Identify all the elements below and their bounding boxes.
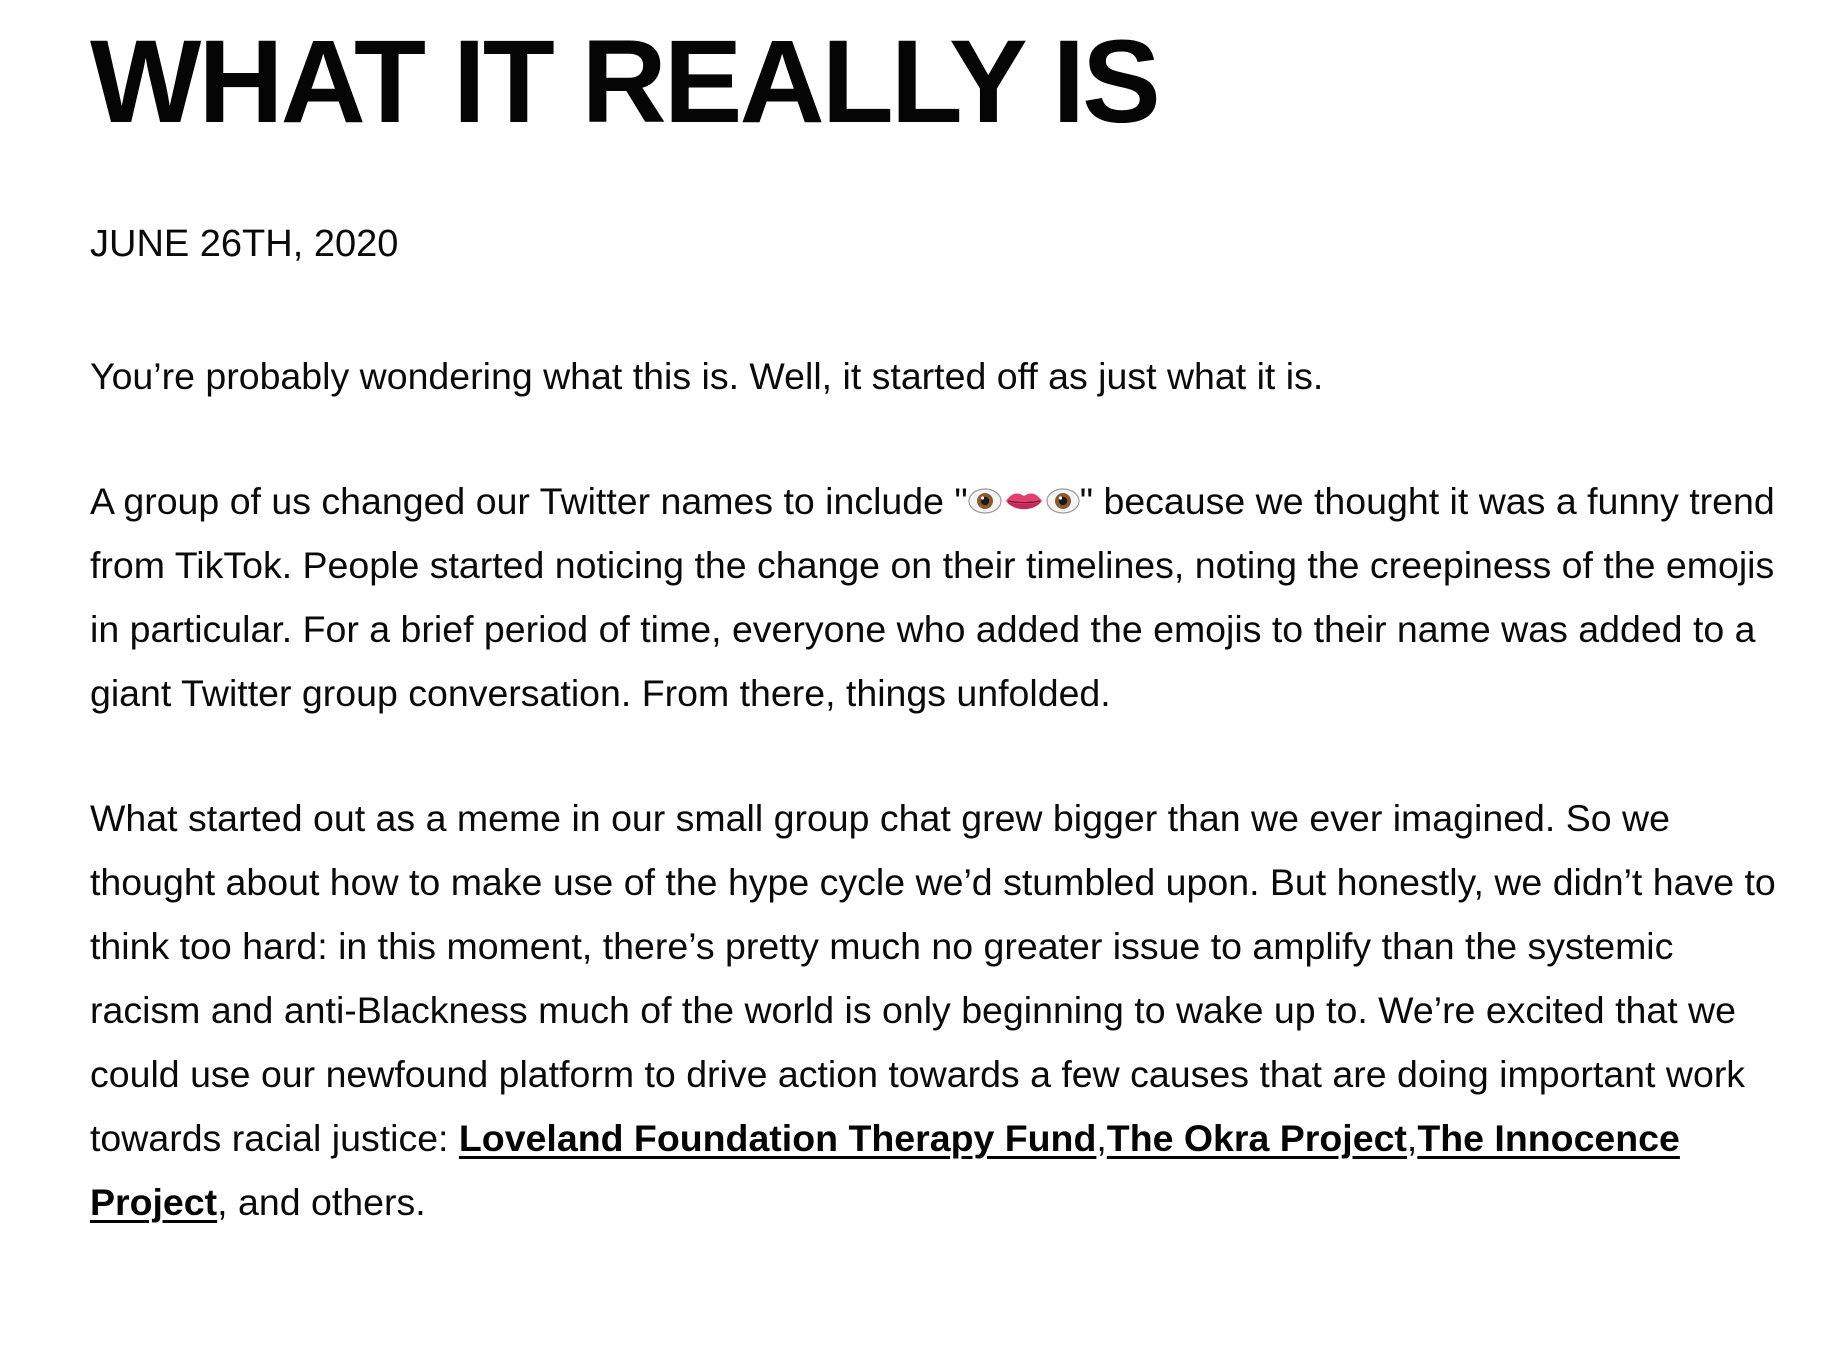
paragraph-twitter-trend-lead: A group of us changed our Twitter names to include " xyxy=(90,480,968,522)
link-separator: , xyxy=(1096,1117,1107,1159)
page-title: WHAT IT REALLY IS xyxy=(90,16,1158,148)
link-loveland-foundation[interactable]: Loveland Foundation Therapy Fund xyxy=(458,1117,1097,1159)
paragraph-twitter-trend xyxy=(90,469,1790,725)
paragraph-causes xyxy=(90,786,1790,1234)
paragraph-intro xyxy=(90,344,1790,408)
link-separator: , xyxy=(1406,1117,1418,1159)
eye-icon xyxy=(969,489,1001,513)
paragraph-twitter-trend-body: " because we thought it was a funny trend from TikTok. People started noticing the change on their timelines, noting the creepiness of the emojis in particular. For a brief period of time, everyone who added the emojis to their name was added to a giant Twitter group conversation. From there, things unfolded. xyxy=(90,480,1775,714)
publish-date: JUNE 26TH, 2020 xyxy=(90,223,399,265)
eyes-lips-emoji-sequence xyxy=(968,484,1080,518)
article xyxy=(90,0,1790,1234)
paragraph-intro-text: You’re probably wondering what this is. Well, it started off as just what it is. xyxy=(90,355,1324,397)
emoji-svg xyxy=(968,484,1080,518)
lips-icon xyxy=(1006,493,1042,509)
paragraph-causes-body: What started out as a meme in our small group chat grew bigger than we ever imagined. So we thought about how to make use of the hype cycle we’d stumbled upon. But honestly, we didn’t have to think too hard: in this moment, there’s pretty much no greater issue to amplify than the systemic racism and anti-Blackness much of the world is only beginning to wake up to. We’re excited that we could use our newfound platform to drive action towards a few causes that are doing important work towards racial justice: xyxy=(90,797,1776,1159)
paragraph-causes-closing: , and others. xyxy=(217,1181,426,1223)
eye-icon xyxy=(1047,489,1079,513)
link-innocence-project[interactable]: The Innocence Project xyxy=(90,1117,1680,1223)
link-okra-project[interactable]: The Okra Project xyxy=(1106,1117,1407,1159)
